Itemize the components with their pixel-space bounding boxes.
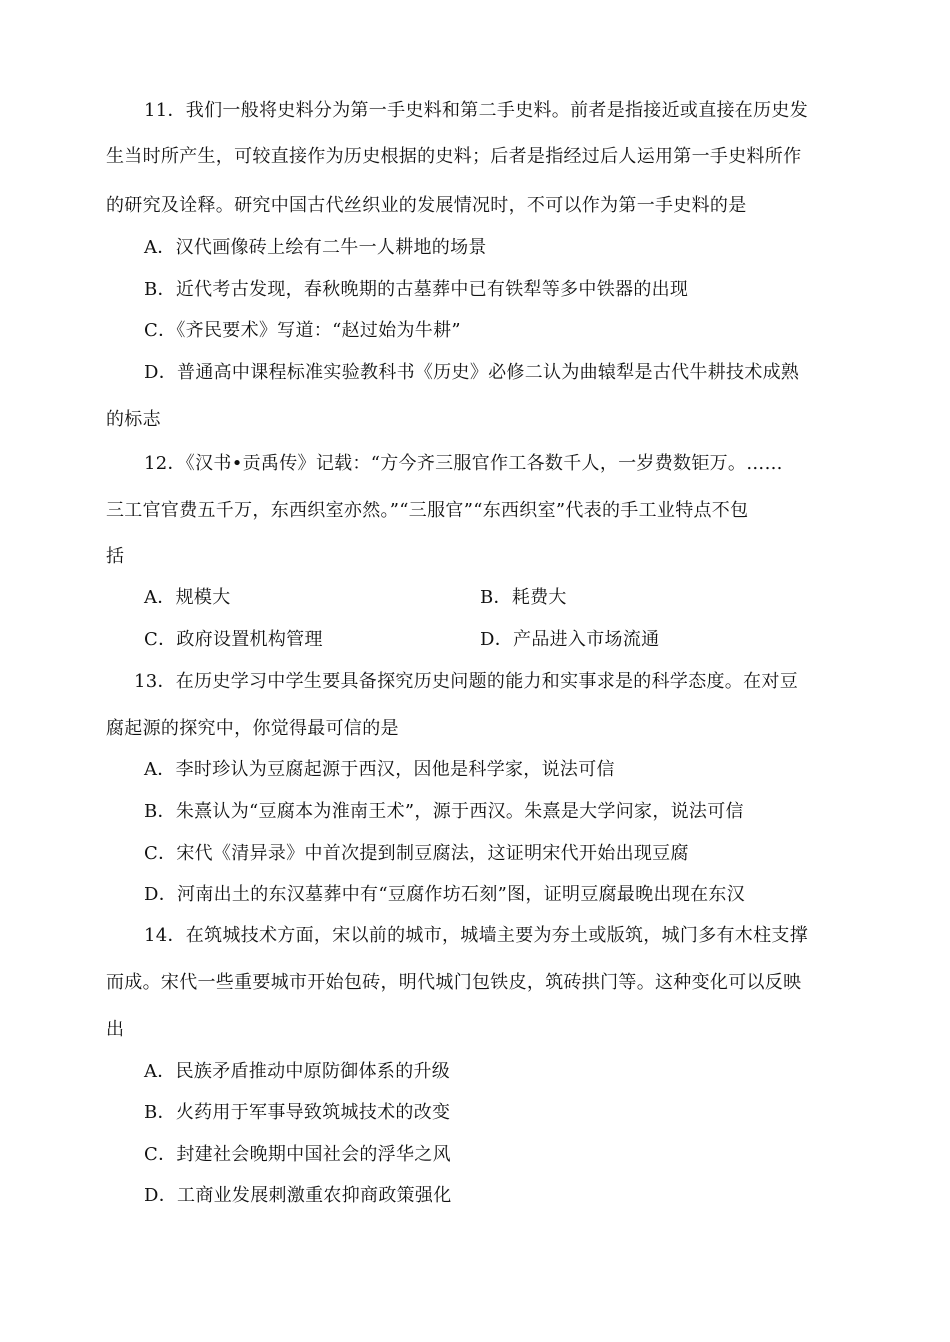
option-a: A．李时珍认为豆腐起源于西汉，因他是科学家，说法可信 bbox=[144, 759, 615, 780]
option-b: B．朱熹认为“豆腐本为淮南王术”，源于西汉。朱熹是大学问家，说法可信 bbox=[144, 801, 744, 822]
question-text-line: 11．我们一般将史料分为第一手史料和第二手史料。前者是指接近或直接在历史发 bbox=[144, 100, 809, 121]
option-d-continued: 的标志 bbox=[106, 409, 161, 430]
question-text-line: 三工官官费五千万，东西织室亦然。”“三服官”“东西织室”代表的手工业特点不包 bbox=[106, 500, 749, 521]
option-d: D．河南出土的东汉墓葬中有“豆腐作坊石刻”图，证明豆腐最晚出现在东汉 bbox=[144, 884, 746, 905]
option-a: A．民族矛盾推动中原防御体系的升级 bbox=[144, 1061, 451, 1082]
option-b: B．近代考古发现，春秋晚期的古墓葬中已有铁犁等多中铁器的出现 bbox=[144, 279, 689, 300]
option-d: D．普通高中课程标准实验教科书《历史》必修二认为曲辕犁是古代牛耕技术成熟 bbox=[144, 362, 800, 383]
question-text-line: 括 bbox=[106, 546, 125, 567]
question-text-line: 的研究及诠释。研究中国古代丝织业的发展情况时，不可以作为第一手史料的是 bbox=[106, 195, 747, 216]
question-text-line: 而成。宋代一些重要城市开始包砖，明代城门包铁皮，筑砖拱门等。这种变化可以反映 bbox=[106, 972, 802, 993]
option-b: B．火药用于军事导致筑城技术的改变 bbox=[144, 1102, 451, 1123]
question-text-line: 13．在历史学习中学生要具备探究历史问题的能力和实事求是的科学态度。在对豆 bbox=[134, 671, 799, 692]
option-c: C．政府设置机构管理 bbox=[144, 629, 323, 650]
option-c: C．宋代《清异录》中首次提到制豆腐法，这证明宋代开始出现豆腐 bbox=[144, 843, 689, 864]
option-a: A．规模大 bbox=[144, 587, 231, 608]
option-d: D．工商业发展刺激重农抑商政策强化 bbox=[144, 1185, 452, 1206]
question-text-line: 12．《汉书•贡禹传》记载：“方今齐三服官作工各数千人，一岁费数钜万。…… bbox=[144, 453, 783, 474]
option-c: C．《齐民要术》写道：“赵过始为牛耕” bbox=[144, 320, 461, 341]
question-text-line: 出 bbox=[106, 1019, 125, 1040]
option-c: C．封建社会晚期中国社会的浮华之风 bbox=[144, 1144, 451, 1165]
option-d: D．产品进入市场流通 bbox=[480, 629, 660, 650]
option-a: A．汉代画像砖上绘有二牛一人耕地的场景 bbox=[144, 237, 487, 258]
option-b: B．耗费大 bbox=[480, 587, 567, 608]
question-text-line: 生当时所产生，可较直接作为历史根据的史料；后者是指经过后人运用第一手史料所作 bbox=[106, 146, 802, 167]
question-text-line: 14．在筑城技术方面，宋以前的城市，城墙主要为夯土或版筑，城门多有木柱支撑 bbox=[144, 925, 809, 946]
question-text-line: 腐起源的探究中，你觉得最可信的是 bbox=[106, 718, 399, 739]
